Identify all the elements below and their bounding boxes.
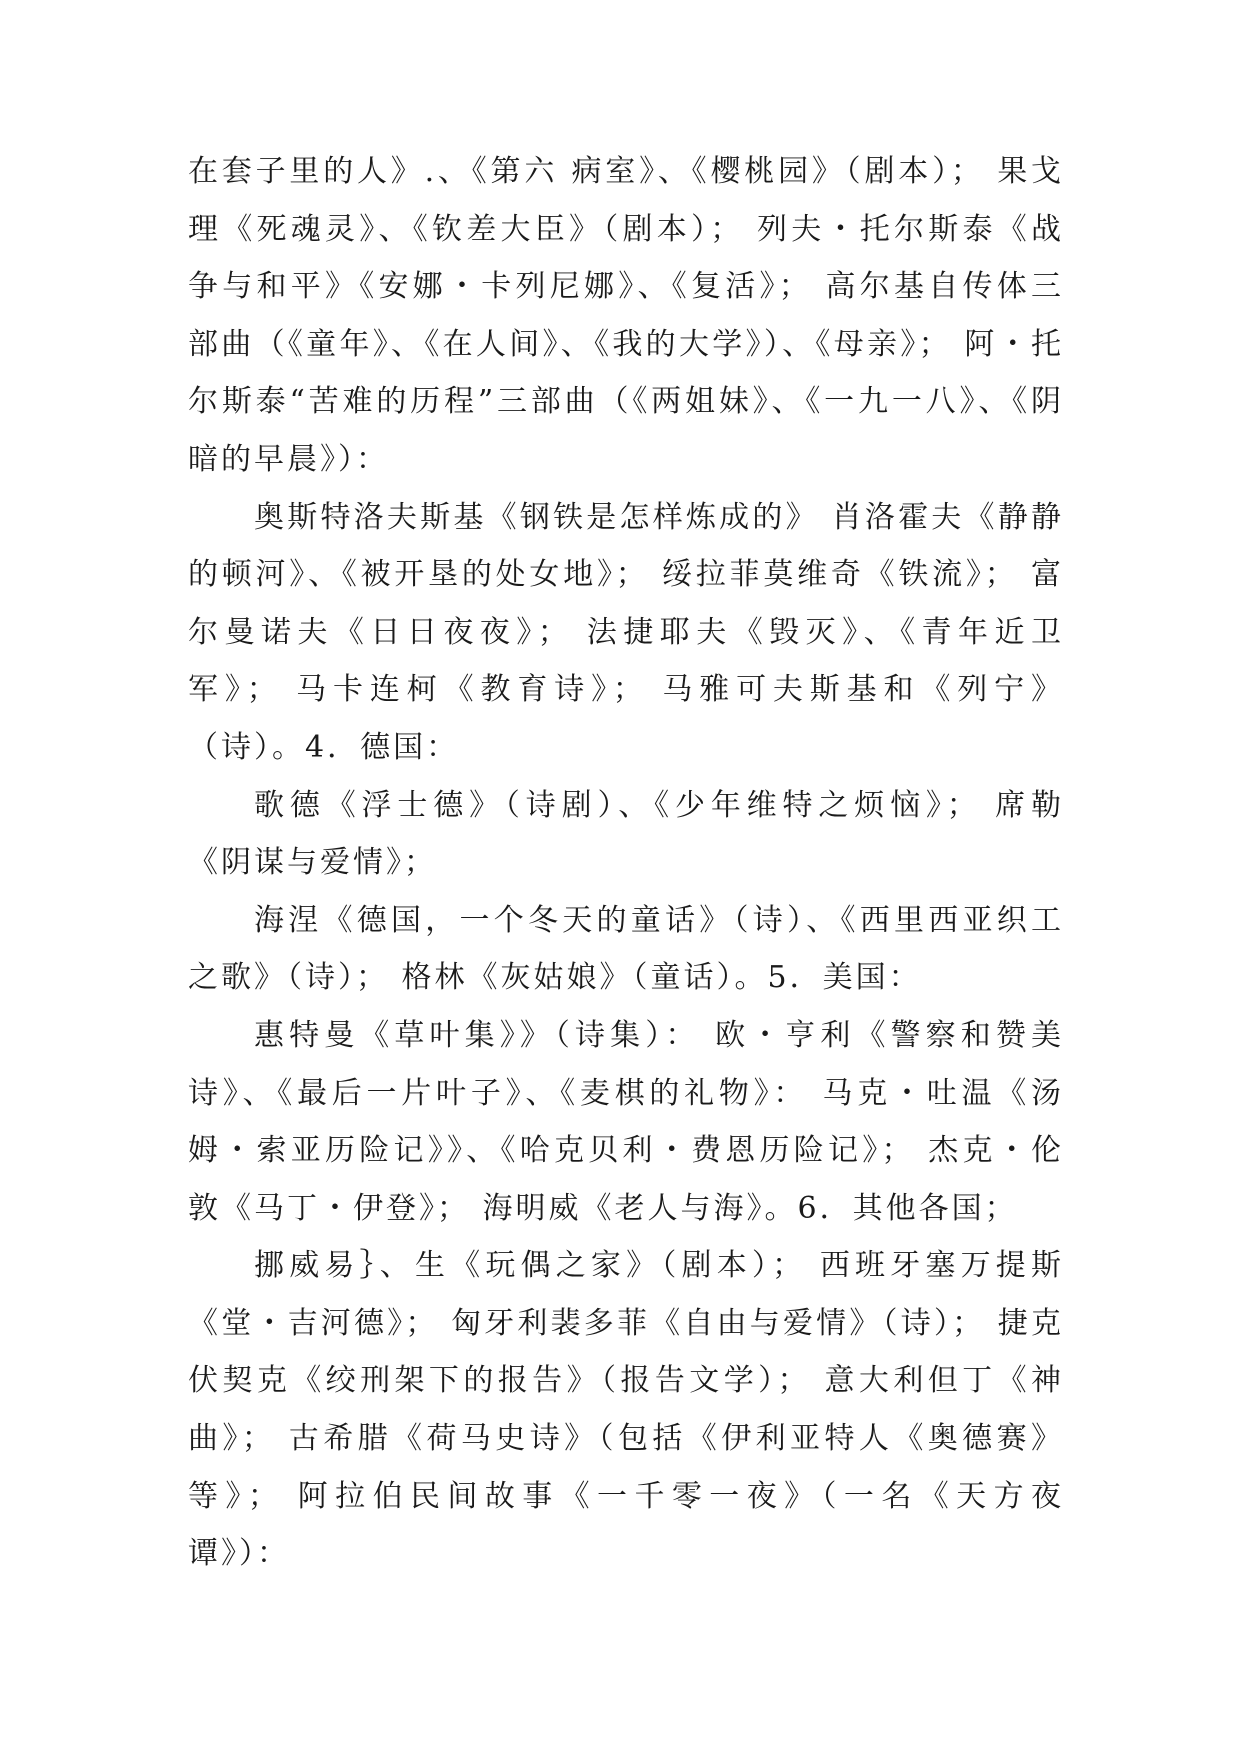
paragraph-authors-soviet: 奥斯特洛夫斯基《钢铁是怎样炼成的》 肖洛霍夫《静静的顿河》、《被开垦的处女地》； 绥拉菲莫维奇《铁流》； 富尔曼诺夫《日日夜夜》； 法捷耶夫《毁灭》、《青年近卫军》； 马卡连柯《教育诗》； 马雅可夫斯基和《列宁》（诗）。4．德国： [188, 499, 1064, 765]
paragraph-authors-russia: 在套子里的人》.、《第六 病室》、《樱桃园》（剧本）； 果戈理《死魂灵》、《钦差大臣》（剧本）； 列夫・托尔斯泰《战争与和平》《安娜・卡列尼娜》、《复活》； 高尔基自传体三部曲（《童年》、《在人间》、《我的大学》）、《母亲》； 阿・托尔斯泰“苦难的历程”三部曲（《两姐妹》、《一九一八》、《阴暗的早晨》）： [188, 154, 1064, 477]
paragraph-authors-usa: 惠特曼《草叶集》》（诗集）： 欧・亨利《警察和赞美诗》、《最后一片叶子》、《麦棋的礼物》： 马克・吐温《汤姆・索亚历险记》》、《哈克贝利・费恩历险记》； 杰克・伦敦《马丁・伊登》； 海明威《老人与海》。6．其他各国； [188, 1017, 1064, 1226]
paragraph-authors-other: 挪威易｝、生《玩偶之家》（剧本）； 西班牙塞万提斯《堂・吉河德》； 匈牙利裴多菲《自由与爱情》（诗）； 捷克伏契克《绞刑架下的报告》（报告文学）； 意大利但丁《神曲》； 古希腊《荷马史诗》（包括《伊利亚特人《奥德赛》等》； 阿拉伯民间故事《一千零一夜》（一名《天方夜谭》）： [188, 1248, 1064, 1572]
document-page [188, 143, 1064, 1583]
paragraph-authors-germany-goethe: 歌德《浮士德》（诗剧）、《少年维特之烦恼》； 席勒《阴谋与爱情》； [188, 787, 1064, 881]
paragraph-authors-germany-heine: 海涅《德国，一个冬天的童话》（诗）、《西里西亚织工之歌》（诗）； 格林《灰姑娘》（童话）。5．美国： [188, 902, 1064, 996]
